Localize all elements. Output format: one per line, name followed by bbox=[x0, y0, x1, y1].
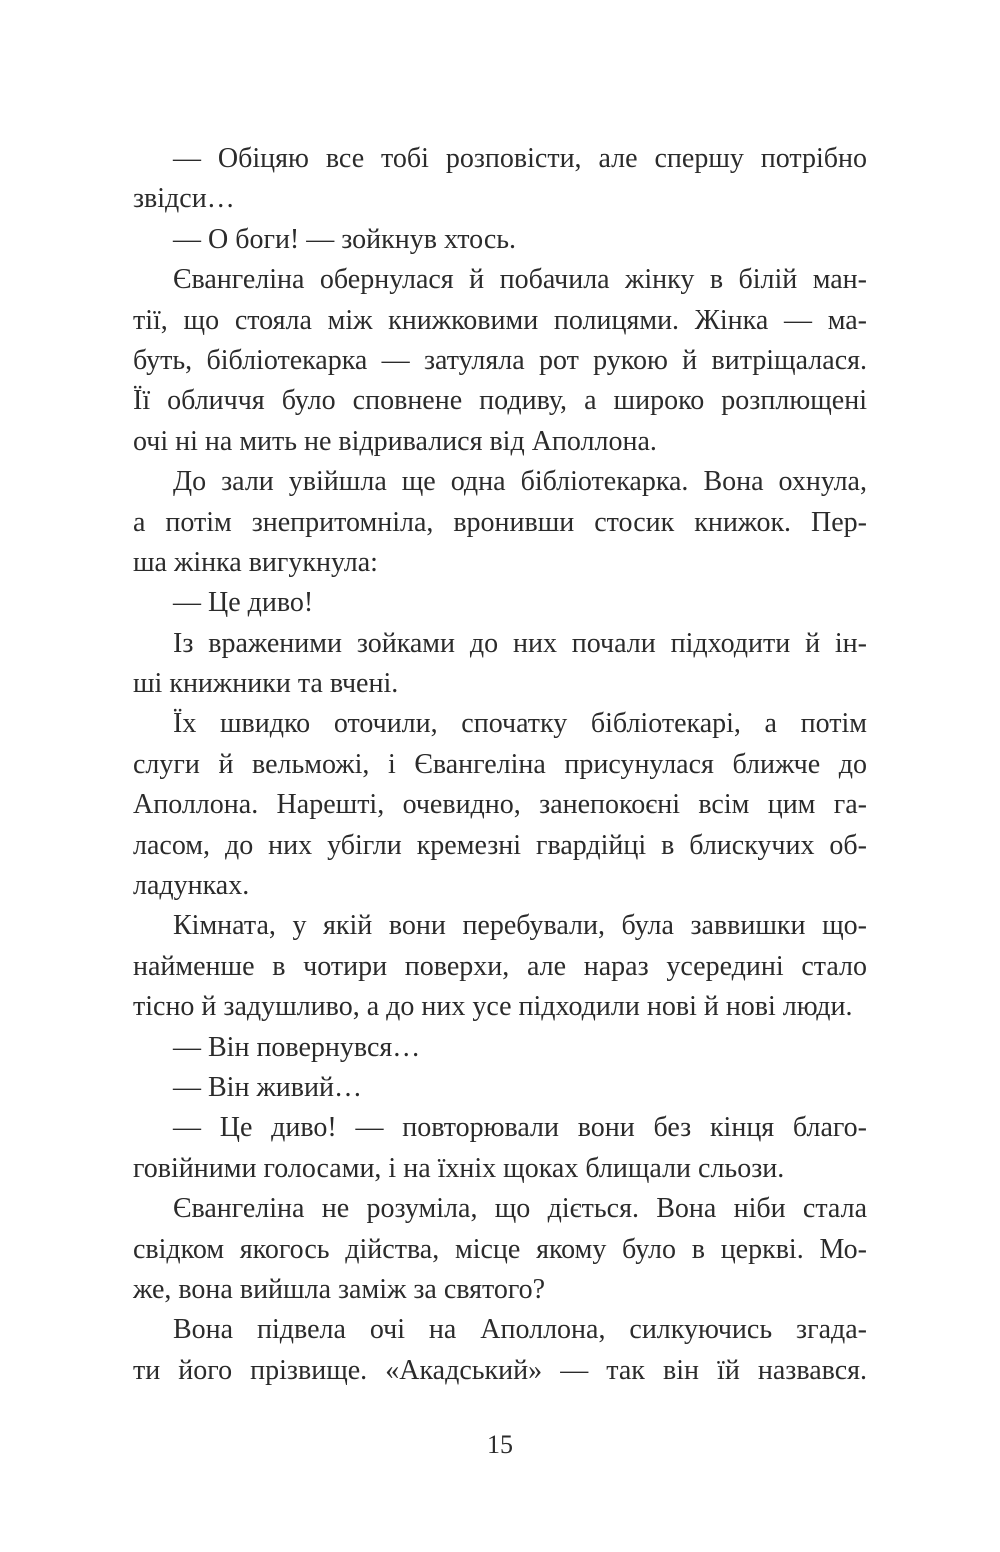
text-line: а потім знепритомніла, вронивши стосик книжок. Пер- bbox=[133, 506, 867, 538]
text-line: — Він живий… bbox=[173, 1071, 362, 1103]
paragraph bbox=[133, 1189, 867, 1310]
text-line: Її обличчя було сповнене подиву, а широко розплющені bbox=[133, 385, 867, 417]
paragraph bbox=[133, 1108, 867, 1189]
text-line: Із враженими зойками до них почали підходити й ін- bbox=[173, 627, 867, 659]
paragraph bbox=[133, 1028, 867, 1068]
paragraph bbox=[133, 906, 867, 1027]
text-line: — О боги! — зойкнув хтось. bbox=[173, 223, 517, 255]
text-line: ладунках. bbox=[133, 870, 250, 902]
text-line: Євангеліна не розуміла, що діється. Вона ніби стала bbox=[173, 1193, 867, 1225]
paragraph bbox=[133, 1068, 867, 1108]
text-line: ші книжники та вчені. bbox=[133, 668, 399, 700]
text-line: же, вона вийшла заміж за святого? bbox=[133, 1273, 546, 1305]
text-line: найменше в чотири поверхи, але нараз усередині стало bbox=[133, 950, 867, 982]
text-line: До зали увійшла ще одна бібліотекарка. Вона охнула, bbox=[173, 466, 867, 498]
text-line: звідси… bbox=[133, 183, 235, 215]
paragraph bbox=[133, 260, 867, 462]
text-line: слуги й вельможі, і Євангеліна присунулася ближче до bbox=[133, 748, 867, 780]
page-number: 15 bbox=[487, 1430, 513, 1459]
paragraph bbox=[133, 1310, 867, 1391]
text-line: Кімната, у якій вони перебували, була заввишки що- bbox=[173, 910, 867, 942]
text-line: — Це диво! — повторювали вони без кінця благо- bbox=[173, 1112, 867, 1144]
text-line: говійними голосами, і на їхніх щоках блищали сльози. bbox=[133, 1152, 785, 1184]
text-line: ти його прізвище. «Акадський» — так він їй назвався. bbox=[133, 1354, 867, 1386]
body-text bbox=[133, 139, 867, 1391]
paragraph bbox=[133, 704, 867, 906]
text-line: Вона підвела очі на Аполлона, силкуючись згада- bbox=[173, 1314, 867, 1346]
text-line: тії, що стояла між книжковими полицями. Жінка — ма- bbox=[133, 304, 867, 336]
text-line: ша жінка вигукнула: bbox=[133, 546, 378, 578]
text-line: тісно й задушливо, а до них усе підходили нові й нові люди. bbox=[133, 991, 853, 1023]
text-line: ласом, до них убігли кремезні гвардійці в блискучих об- bbox=[133, 829, 867, 861]
text-line: — Це диво! bbox=[173, 587, 314, 619]
text-line: — Він повернувся… bbox=[173, 1031, 421, 1063]
text-line: буть, бібліотекарка — затуляла рот рукою й витріщалася. bbox=[133, 344, 867, 376]
paragraph bbox=[133, 624, 867, 705]
text-line: очі ні на мить не відривалися від Аполлона. bbox=[133, 425, 657, 457]
text-line: — Обіцяю все тобі розповісти, але спершу потрібно bbox=[173, 143, 867, 174]
text-line: свідком якогось дійства, місце якому було в церкві. Мо- bbox=[133, 1233, 867, 1265]
text-line: Їх швидко оточили, спочатку бібліотекарі, а потім bbox=[173, 708, 867, 740]
text-line: Аполлона. Нарешті, очевидно, занепокоєні всім цим га- bbox=[133, 789, 867, 821]
paragraph bbox=[133, 462, 867, 583]
text-line: Євангеліна обернулася й побачила жінку в білій ман- bbox=[173, 264, 867, 296]
paragraph bbox=[133, 139, 867, 220]
paragraph bbox=[133, 220, 867, 260]
paragraph bbox=[133, 583, 867, 623]
